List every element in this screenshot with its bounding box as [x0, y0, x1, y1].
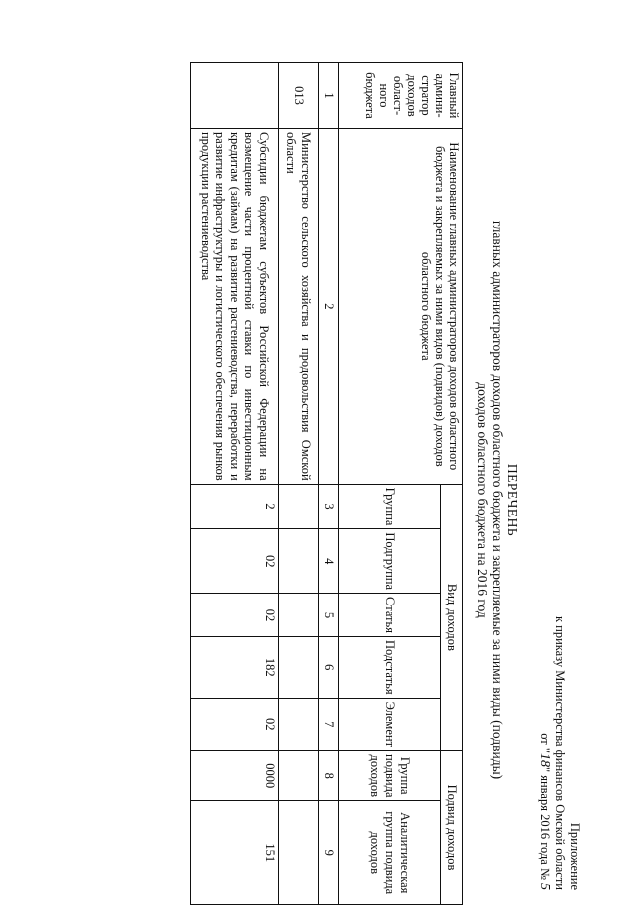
col-number: 5	[319, 594, 339, 637]
col-number: 7	[319, 698, 339, 750]
col-number: 8	[319, 751, 339, 801]
col-number: 2	[319, 128, 339, 484]
handwritten-order-number: 5	[537, 883, 552, 890]
code-cell	[279, 594, 319, 637]
code-cell	[279, 751, 319, 801]
title-line-1: главных администраторов доходов областного бюджета и закрепляемые за ними виды (подвиды)	[490, 220, 505, 780]
table-row	[191, 63, 279, 905]
header-row-groups	[441, 63, 463, 905]
header-name-cell: Наименование главных администраторов доходов областного бюджета и закрепляемых за ними видов (подвидов) доходов областного бюджета	[339, 128, 463, 484]
admin-code-cell: 013	[279, 63, 319, 129]
header-group: Группа	[339, 484, 441, 529]
code-cell: 182	[191, 636, 279, 698]
code-cell	[279, 698, 319, 750]
code-cell: 02	[191, 698, 279, 750]
header-element: Элемент	[339, 698, 441, 750]
handwritten-day: 18	[537, 753, 552, 767]
col-number: 1	[319, 63, 339, 129]
admin-code-cell	[191, 63, 279, 129]
header-subkind-group: Подвид доходов	[441, 751, 463, 905]
col-number: 9	[319, 801, 339, 905]
admin-name-cell: Министерство сельского хозяйства и продовольствия Омской области	[279, 128, 319, 484]
title-heading: ПЕРЕЧЕНЬ	[505, 463, 520, 537]
col-number: 3	[319, 484, 339, 529]
code-cell: 02	[191, 594, 279, 637]
code-cell: 151	[191, 801, 279, 905]
header-subarticle: Подстатья	[339, 636, 441, 698]
title-line-2: доходов областного бюджета на 2016 год	[475, 382, 490, 618]
administrators-table	[190, 62, 463, 905]
appendix-header	[537, 560, 582, 890]
table-row	[279, 63, 319, 905]
code-cell: 2	[191, 484, 279, 529]
revenue-name-cell: Субсидии бюджетам субъектов Российской Федерации на возмещение части процентной ставки по инвестиционным кредитам (займам) на развитие растениеводства, переработки и развитие инфраструктуры и логистического обеспечения рынков продукции растениеводства	[191, 128, 279, 484]
header-analytic-group: Аналитическая группа подвида доходов	[339, 801, 441, 905]
code-cell: 02	[191, 529, 279, 594]
appendix-label: Приложение	[568, 822, 582, 890]
code-cell	[279, 636, 319, 698]
code-cell	[279, 801, 319, 905]
code-cell: 0000	[191, 751, 279, 801]
col-number: 6	[319, 636, 339, 698]
header-kind-group: Вид доходов	[441, 484, 463, 750]
header-subgroup: Подгруппа	[339, 529, 441, 594]
appendix-order-reference: к приказу Министерства финансов Омской области	[553, 615, 567, 890]
appendix-date-line: от "18" января 2016 года № 5	[537, 733, 552, 890]
header-article: Статья	[339, 594, 441, 637]
code-cell	[279, 529, 319, 594]
document-title	[475, 220, 520, 780]
column-number-row	[319, 63, 339, 905]
header-admin-cell: Главный админи-стратор доходов област-ного бюджета	[339, 63, 463, 129]
code-cell	[279, 484, 319, 529]
header-subkind-group-col: Группа подвида доходов	[339, 751, 441, 801]
col-number: 4	[319, 529, 339, 594]
